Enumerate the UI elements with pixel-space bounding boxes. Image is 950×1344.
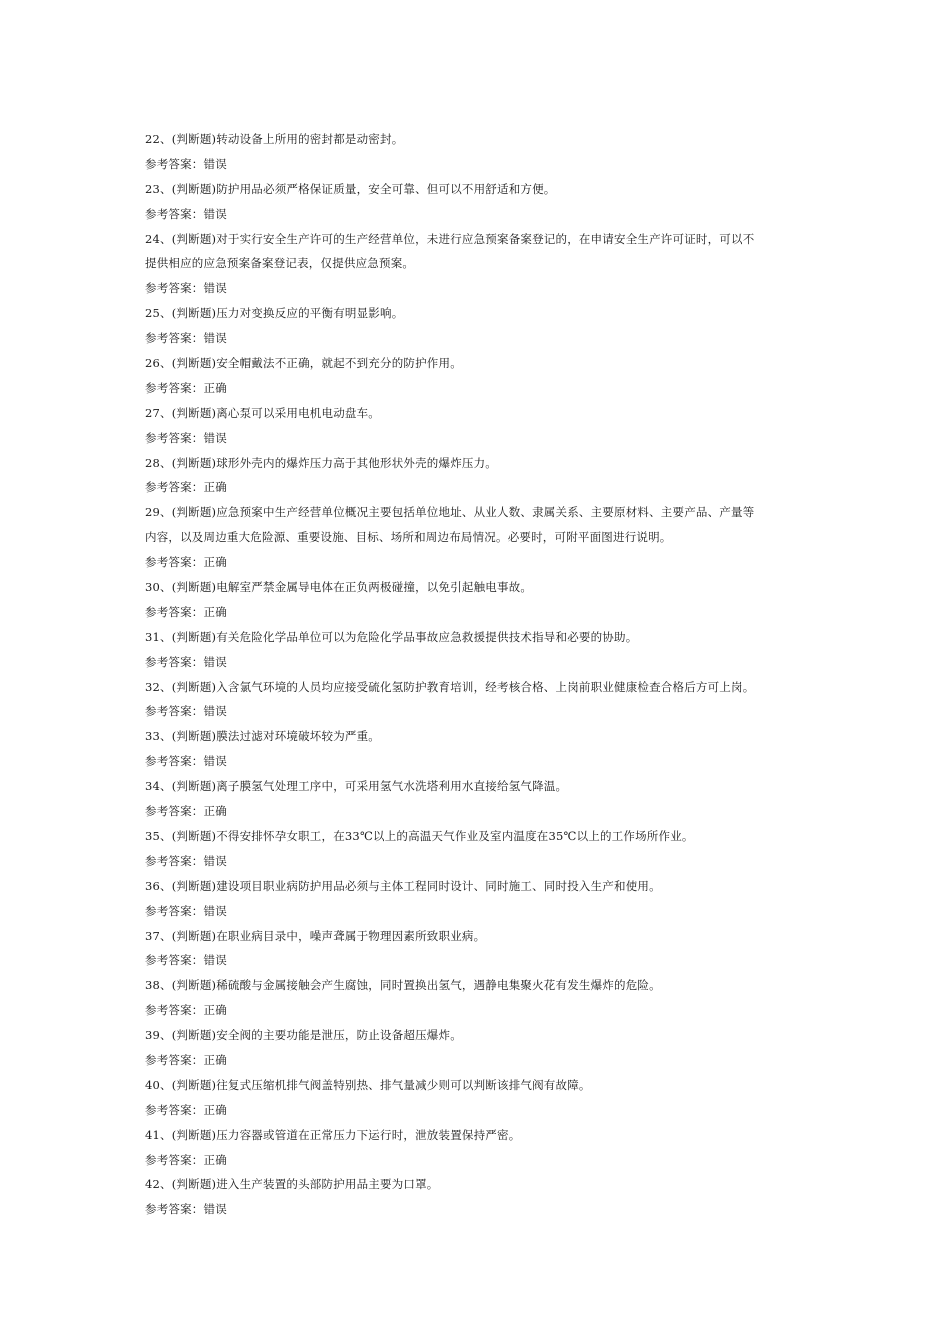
- answer-label: 参考答案：: [145, 903, 204, 918]
- answer-line: [145, 749, 810, 774]
- question-item: [145, 177, 810, 227]
- answer-label: 参考答案：: [145, 555, 204, 570]
- answer-line: [145, 948, 810, 973]
- question-text: 30、(判断题)电解室严禁金属导电体在正负两极碰撞，以免引起触电事故。: [145, 580, 533, 595]
- answer-line: [145, 699, 810, 724]
- answer-value: 错误: [203, 953, 227, 968]
- question-item: [145, 1073, 810, 1123]
- question-item: [145, 500, 810, 575]
- answer-line: [145, 1148, 810, 1173]
- question-text: 22、(判断题)转动设备上所用的密封都是动密封。: [145, 132, 404, 146]
- question-text: 27、(判断题)离心泵可以采用电机电动盘车。: [145, 405, 381, 420]
- question-item: [145, 227, 810, 302]
- answer-value: 错误: [203, 903, 227, 918]
- question-text: 39、(判断题)安全阀的主要功能是泄压，防止设备超压爆炸。: [145, 1028, 462, 1043]
- answer-value: 正确: [203, 1102, 227, 1117]
- question-text: 34、(判断题)离子膜氢气处理工序中，可采用氢气水洗塔利用水直接给氢气降温。: [145, 779, 568, 794]
- question-text: 33、(判断题)膜法过滤对环境破坏较为严重。: [145, 729, 381, 744]
- answer-line: [145, 849, 810, 874]
- answer-value: 正确: [203, 555, 227, 570]
- question-item: [145, 874, 810, 924]
- answer-label: 参考答案：: [145, 206, 204, 221]
- answer-value: 正确: [203, 380, 227, 395]
- answer-value: 错误: [203, 331, 227, 346]
- answer-label: 参考答案：: [145, 704, 204, 719]
- answer-label: 参考答案：: [145, 430, 204, 445]
- question-item: [145, 774, 810, 824]
- answer-value: 正确: [203, 480, 227, 495]
- question-text: 提供相应的应急预案备案登记表，仅提供应急预案。: [145, 256, 415, 271]
- answer-value: 正确: [203, 1152, 227, 1167]
- question-text: 42、(判断题)进入生产装置的头部防护用品主要为口罩。: [145, 1177, 439, 1192]
- answer-label: 参考答案：: [145, 1152, 204, 1167]
- question-text: 40、(判断题)往复式压缩机排气阀盖特别热、排气量减少则可以判断该排气阀有故障。: [145, 1077, 591, 1092]
- answer-label: 参考答案：: [145, 331, 204, 346]
- question-item: [145, 1123, 810, 1173]
- answer-line: [145, 1197, 810, 1222]
- answer-line: [145, 600, 810, 625]
- answer-value: 错误: [203, 206, 227, 221]
- question-item: [145, 625, 810, 675]
- answer-value: 正确: [203, 1052, 227, 1067]
- question-text: 32、(判断题)入含氯气环境的人员均应接受硫化氢防护教育培训，经考核合格、上岗前职业健康检查合格后方可上岗。: [145, 679, 755, 694]
- answer-line: [145, 326, 810, 351]
- question-text: 24、(判断题)对于实行安全生产许可的生产经营单位，未进行应急预案备案登记的，在申请安全生产许可证时，可以不: [145, 231, 755, 246]
- question-item: [145, 675, 810, 725]
- answer-value: 错误: [203, 156, 227, 171]
- answer-label: 参考答案：: [145, 654, 204, 669]
- answer-label: 参考答案：: [145, 1102, 204, 1117]
- answer-line: [145, 998, 810, 1023]
- answer-line: [145, 1048, 810, 1073]
- answer-label: 参考答案：: [145, 156, 204, 171]
- answer-value: 正确: [203, 1003, 227, 1018]
- answer-value: 错误: [203, 704, 227, 719]
- question-text: 38、(判断题)稀硫酸与金属接触会产生腐蚀，同时置换出氢气，遇静电集聚火花有发生爆炸的危险。: [145, 978, 661, 993]
- answer-line: [145, 799, 810, 824]
- question-text: 36、(判断题)建设项目职业病防护用品必须与主体工程同时设计、同时施工、同时投入生产和使用。: [145, 878, 661, 893]
- question-text: 37、(判断题)在职业病目录中，噪声聋属于物理因素所致职业病。: [145, 928, 486, 943]
- answer-line: [145, 1098, 810, 1123]
- question-item: [145, 824, 810, 874]
- question-text: 内容，以及周边重大危险源、重要设施、目标、场所和周边布局情况。必要时，可附平面图进行说明。: [145, 530, 672, 545]
- question-item: [145, 351, 810, 401]
- answer-line: [145, 202, 810, 227]
- answer-line: [145, 426, 810, 451]
- answer-value: 错误: [203, 281, 227, 296]
- answer-line: [145, 475, 810, 500]
- question-text: 28、(判断题)球形外壳内的爆炸压力高于其他形状外壳的爆炸压力。: [145, 455, 498, 470]
- answer-label: 参考答案：: [145, 853, 204, 868]
- answer-value: 错误: [203, 1202, 227, 1217]
- question-item: [145, 575, 810, 625]
- answer-label: 参考答案：: [145, 1052, 204, 1067]
- question-item: [145, 724, 810, 774]
- question-text: 23、(判断题)防护用品必须严格保证质量，安全可靠、但可以不用舒适和方便。: [145, 181, 556, 196]
- answer-label: 参考答案：: [145, 804, 204, 819]
- question-item: [145, 1023, 810, 1073]
- answer-line: [145, 550, 810, 575]
- answer-line: [145, 376, 810, 401]
- answer-label: 参考答案：: [145, 380, 204, 395]
- answer-label: 参考答案：: [145, 953, 204, 968]
- question-text: 31、(判断题)有关危险化学品单位可以为危险化学品事故应急救援提供技术指导和必要的协助。: [145, 629, 638, 644]
- answer-value: 错误: [203, 654, 227, 669]
- answer-label: 参考答案：: [145, 754, 204, 769]
- answer-line: [145, 276, 810, 301]
- question-text: 29、(判断题)应急预案中生产经营单位概况主要包括单位地址、从业人数、隶属关系、主要原材料、主要产品、产量等: [145, 505, 755, 520]
- question-text: 26、(判断题)安全帽戴法不正确，就起不到充分的防护作用。: [145, 356, 462, 371]
- answer-label: 参考答案：: [145, 1003, 204, 1018]
- question-item: [145, 127, 810, 177]
- document-body: [145, 127, 810, 1222]
- question-item: [145, 401, 810, 451]
- answer-line: [145, 899, 810, 924]
- answer-value: 错误: [203, 754, 227, 769]
- answer-label: 参考答案：: [145, 604, 204, 619]
- question-item: [145, 973, 810, 1023]
- answer-value: 错误: [203, 430, 227, 445]
- answer-label: 参考答案：: [145, 1202, 204, 1217]
- answer-line: [145, 650, 810, 675]
- question-item: [145, 1172, 810, 1222]
- answer-value: 正确: [203, 804, 227, 819]
- question-item: [145, 924, 810, 974]
- answer-value: 正确: [203, 604, 227, 619]
- question-text: 25、(判断题)压力对变换反应的平衡有明显影响。: [145, 306, 404, 321]
- answer-label: 参考答案：: [145, 480, 204, 495]
- question-item: [145, 301, 810, 351]
- question-item: [145, 451, 810, 501]
- answer-line: [145, 152, 810, 177]
- answer-label: 参考答案：: [145, 281, 204, 296]
- answer-value: 错误: [203, 853, 227, 868]
- question-text: 41、(判断题)压力容器或管道在正常压力下运行时，泄放装置保持严密。: [145, 1127, 521, 1142]
- question-text: 35、(判断题)不得安排怀孕女职工，在33℃以上的高温天气作业及室内温度在35℃以上的工作场所作业。: [145, 828, 694, 843]
